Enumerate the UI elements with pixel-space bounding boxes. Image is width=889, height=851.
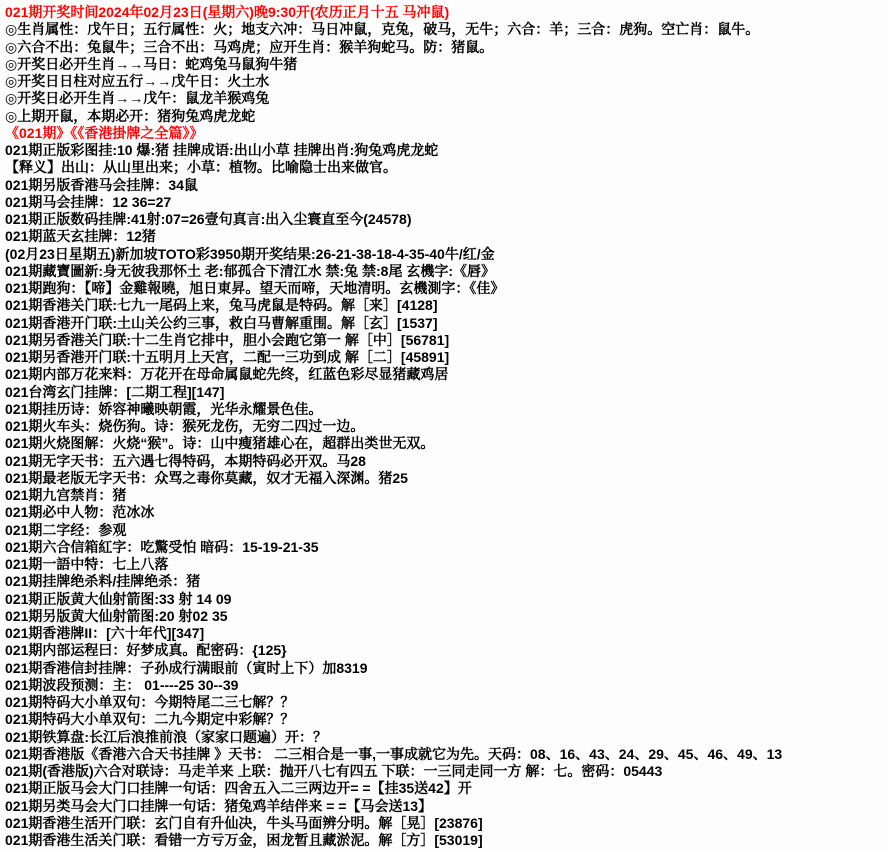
text-line-45: 021期(香港版)六合对联诗：马走羊来 上联：抛开八七有四五 下联：一三同走同一方 解：七。密码：05443 (5, 763, 663, 779)
text-line-20: 021期另香港关门联:十二生肖它排中，胆小会跑它第一 解［中］[56781] (5, 331, 450, 348)
text-line-18: 021期香港关门联:七九一尾码上来，兔马虎鼠是特码。解［来］[4128] (5, 297, 438, 314)
text-line-33: 021期一語中特：七上八落 (5, 556, 169, 572)
text-line-14: 021期蓝天玄挂牌：12猪 (5, 228, 156, 245)
text-line-12: 021期马会挂牌：12 36=27 (5, 193, 172, 210)
text-line-46: 021期正版马会大门口挂牌一句话：四舍五入二三两边开= =【挂35送42】开 (5, 780, 472, 797)
text-line-32: 021期六合信箱紅字：吃驚受怕 暗码：15-19-21-35 (5, 538, 319, 555)
text-line-6: ◎开奖日必开生肖→→戊午：鼠龙羊猴鸡兔 (5, 90, 270, 107)
text-line-10: 【释义】出山：从山里出来；小草：植物。比喻隐士出来做官。 (5, 159, 397, 176)
text-line-38: 021期内部运程曰：好梦成真。配密码：{125} (5, 642, 287, 659)
text-line-44: 021期香港版《香港六合天书挂牌 》天书： 二三相合是一事,一事成就它为先。天码：08、16、43、24、29、45、46、49、13 (5, 745, 783, 762)
text-line-49: 021期香港生活关门联：看错一方亏万金，困龙暂且藏淤泥。解［方］[53019] (5, 832, 483, 848)
text-line-37: 021期香港牌II：[六十年代][347] (5, 625, 205, 641)
text-line-40: 021期波段预测：主： 01----25 30--39 (5, 676, 239, 693)
text-line-15: (02月23日星期五)新加坡TOTO彩3950期开奖结果:26-21-38-18-4-35-40牛/红/金 (5, 245, 495, 262)
text-line-28: 021期最老版无字天书：众骂之毒你莫藏，奴才无福入深渊。猪25 (5, 469, 408, 486)
text-line-21: 021期另香港开门联:十五明月上天宫，二配一三功到成 解［二］[45891] (5, 349, 450, 365)
text-line-34: 021期挂牌绝杀料/挂牌绝杀：猪 (5, 573, 201, 590)
text-line-41: 021期特码大小单双句：今期特尾二三七解？？ (5, 694, 295, 710)
text-line-30: 021期必中人物：范冰冰 (5, 504, 155, 521)
text-line-3: ◎六合不出：兔鼠牛；三合不出：马鸡虎；应开生肖：猴羊狗蛇马。防：猪鼠。 (5, 38, 494, 55)
text-line-35: 021期正版黄大仙射箭图:33 射 14 09 (5, 590, 232, 607)
text-line-19: 021期香港开门联:土山关公约三事，救白马曹解重围。解［玄］[1537] (5, 314, 438, 331)
text-line-7: ◎上期开鼠，本期必开：猪狗兔鸡虎龙蛇 (5, 107, 256, 124)
text-line-36: 021期另版黄大仙射箭图:20 射02 35 (5, 607, 228, 624)
text-line-48: 021期香港生活开门联：玄门自有升仙决，牛头马面辨分明。解［晃］[23876] (5, 814, 483, 831)
text-line-4: ◎开奖日必开生肖→→马日：蛇鸡兔马鼠狗牛猪 (5, 55, 298, 72)
text-line-2: ◎生肖属性：戊午日；五行属性：火；地支六冲：马日冲鼠，克兔，破马，无牛；六合：羊；三合：虎狗。空亡肖：鼠牛。 (5, 21, 760, 38)
text-line-11: 021期另版香港马会挂牌：34鼠 (5, 176, 198, 193)
text-line-42: 021期特码大小单双句：二九今期定中彩解？？ (5, 711, 295, 728)
text-line-31: 021期二字经：参观 (5, 521, 127, 538)
text-line-25: 021期火车头：烧伤狗。诗：猴死龙伤，无穷二四过一边。 (5, 418, 365, 434)
text-line-17: 021期跑狗：【啼】金雞報曉，旭日東昇。望天而啼，天地清明。玄機測字：《佳》 (5, 280, 505, 296)
text-line-23: 021台湾玄门挂牌：[二期工程][147] (5, 383, 225, 400)
text-line-26: 021期火烧图解：火烧“猴”。诗：山中瘦猪雄心在，超群出类世无双。 (5, 435, 435, 452)
text-line-5: ◎开奖日日柱对应五行→→戊午日：火土水 (5, 73, 270, 89)
text-line-47: 021期另类马会大门口挂牌一句话：猪兔鸡羊结伴来 = =【马会送13】 (5, 797, 433, 814)
text-line-24: 021期挂历诗：娇容神曦映朝霞，光华永耀景色佳。 (5, 400, 323, 417)
text-line-43: 021期铁算盘:长江后浪推前浪（家家口题遍）开：？ (5, 728, 328, 745)
text-lines-container (5, 4, 887, 849)
text-line-8: 《021期》《《香港掛牌之全篇》》 (5, 124, 204, 141)
text-line-39: 021期香港信封挂牌：子孙成行满眼前（寅时上下）加8319 (5, 659, 368, 676)
text-line-13: 021期正版数码挂牌:41射:07=26壹句真言:出入尘寰直至今(24578) (5, 211, 412, 227)
text-line-22: 021期内部万花来料：万花开在母命属鼠蛇先终，红蓝色彩尽显猪藏鸡居 (5, 366, 449, 383)
text-line-29: 021期九宫禁肖：猪 (5, 487, 127, 503)
text-line-27: 021期无字天书：五六遇七得特码，本期特码必开双。马28 (5, 452, 366, 469)
text-line-9: 021期正版彩图挂:10 爆:猪 挂牌成语:出山小草 挂牌出肖:狗兔鸡虎龙蛇 (5, 142, 439, 158)
text-line-1: 021期开奖时间2024年02月23日(星期六)晚9:30开(农历正月十五 马冲鼠) (5, 4, 450, 20)
text-line-16: 021期藏寶圖新:身无彼我那怀土 老:郁孤合下清江水 禁:兔 禁:8尾 玄機字:《唇》 (5, 262, 496, 279)
